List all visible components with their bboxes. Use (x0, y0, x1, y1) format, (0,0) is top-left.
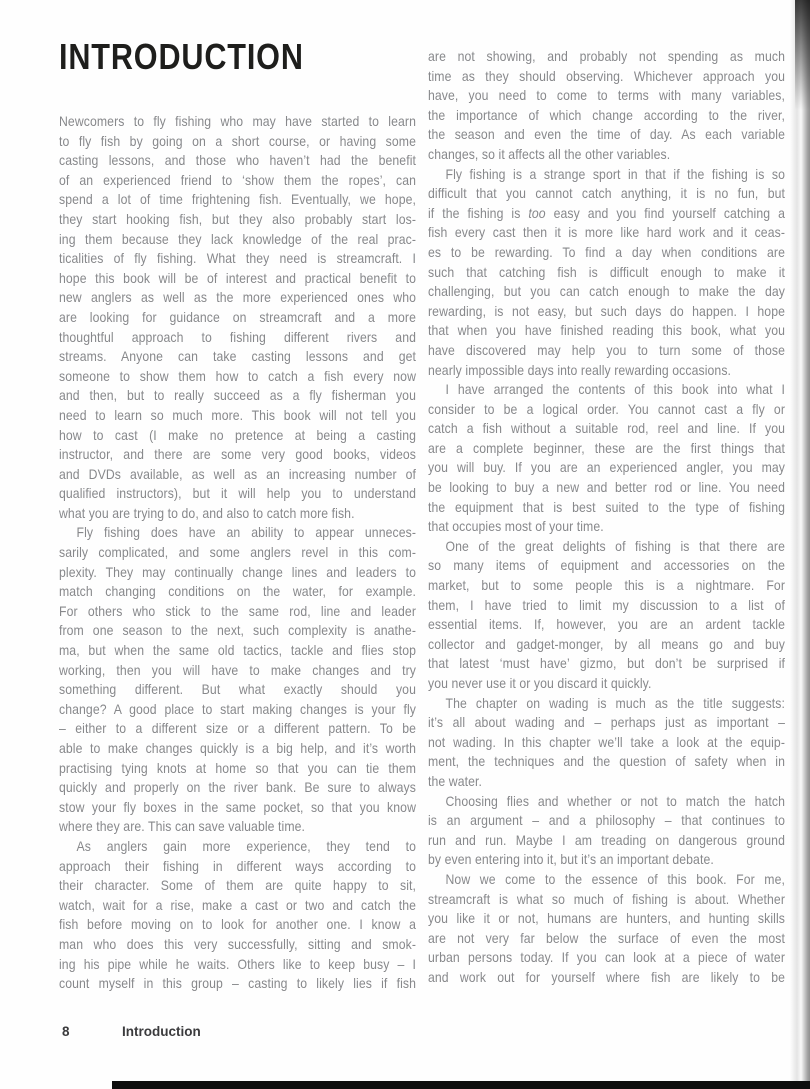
text-line: is an argument – and a philosophy – that continues to (428, 812, 785, 829)
text-line: such that catching fish is difficult enough to make it (428, 263, 785, 280)
chapter-name: Introduction (122, 1024, 201, 1039)
text-line: are not very far below the surface of even the most (428, 929, 785, 946)
text-line: you like it or not, humans are hunters, and hunting skills (428, 910, 785, 927)
text-line: rewarding, is not easy, but such days do happen. I hope (428, 302, 785, 319)
text-line: new anglers as well as the more experienced ones who (59, 289, 416, 306)
text-line: so many items of equipment and accessories on the (428, 557, 785, 574)
text-line: As anglers gain more experience, they tend to (76, 837, 416, 854)
text-line (428, 204, 785, 224)
text-run: easy and you find yourself catching a (545, 204, 785, 221)
text-line: approach their fishing in different ways according to (59, 857, 416, 874)
text-line: and work out for yourself where fish are likely to be (428, 968, 785, 985)
page-number: 8 (62, 1024, 70, 1039)
text-line: to fly fish by going on a short course, or having some (59, 132, 416, 149)
text-line: instructor, and there are some very good books, videos (59, 446, 416, 463)
text-line: have discovered may help you to turn some of those (428, 341, 785, 358)
text-line: the water. (428, 772, 482, 789)
text-line: match changing conditions on the water, for example. (59, 583, 416, 600)
text-line: – either to a different size or a different pattern. To be (59, 720, 416, 737)
text-line: urban persons today. If you can look at a piece of water (428, 949, 785, 966)
text-line: you never use it or you discard it quickly. (428, 675, 652, 691)
text-line: sarily complicated, and some anglers revel in this com- (59, 544, 416, 561)
text-line: their character. Some of them are quite happy to sit, (59, 877, 416, 894)
text-line: nearly impossible days into really rewarding occasions. (428, 361, 732, 378)
italic-text: too (528, 204, 546, 221)
text-line: Choosing flies and whether or not to match the hatch (445, 792, 785, 809)
text-line: stow your fly boxes in the same pocket, so that you know (59, 798, 416, 815)
text-line: by even entering into it, but it’s an important debate. (428, 851, 714, 868)
text-line: essential items. If, however, you are an ardent tackle (428, 616, 785, 633)
text-line: that latest ‘must have’ gizmo, but don’t be surprised if (428, 655, 785, 672)
text-line: they start hooking fish, but they also probably start los- (59, 210, 416, 227)
text-line: difficult that you cannot catch anything, it is no fun, but (428, 185, 785, 202)
text-line: practising tying knots at home so that you can tie them (59, 759, 416, 776)
text-line: something different. But what exactly should you (59, 681, 416, 698)
text-line: One of the great delights of fishing is that there are (445, 537, 785, 554)
text-line: streams. Anyone can take casting lessons and get (59, 348, 416, 365)
text-line: the equipment that is best suited to the type of fishing (428, 498, 785, 515)
text-line: that when you have finished reading this book, what you (428, 322, 785, 339)
text-line: changes, so it affects all the other variables. (428, 145, 671, 162)
text-line: time as they should observing. Whichever approach you (428, 67, 785, 84)
text-line: fish before moving on to look for another one. I know a (59, 916, 416, 933)
text-line: Newcomers to fly fishing who may have started to learn (59, 113, 416, 129)
text-line: watch, wait for a rise, make a cast or two and catch the (59, 896, 416, 913)
text-line: fish every cast then it is more like hard work and it ceas- (428, 224, 785, 241)
text-line: count myself in this group – casting to likely lies if fish (59, 975, 416, 992)
text-line: the season and even the time of day. As each variable (428, 126, 785, 143)
text-line: collector and gadget-monger, by all means go and buy (428, 635, 785, 652)
text-line: hope this book will be of interest and practical benefit to (59, 269, 416, 286)
text-line: run and run. Maybe I am treading on dangerous ground (428, 831, 785, 848)
text-line: the importance of which change according to the river, (428, 106, 785, 123)
scan-bottom-bar (112, 1081, 810, 1089)
text-line: market, but to some people this is a nightmare. For (428, 577, 785, 594)
text-line: ing his pipe while he waits. Others like to keep busy – I (59, 955, 416, 972)
left-column (59, 112, 416, 994)
right-column (428, 47, 785, 988)
text-line: The chapter on wading is much as the title suggests: (445, 694, 785, 711)
text-line: them, I have tried to limit my discussion to a list of (428, 596, 785, 613)
text-line: ment, the techniques and the question of safety when in (428, 753, 785, 770)
text-line: plexity. They may continually change lines and leaders to (59, 563, 416, 580)
text-line: able to make changes quickly is a big help, and it’s worth (59, 740, 416, 756)
text-line: catch a fish without a suitable rod, reel and line. If you (428, 420, 785, 437)
text-line: ing them because they lack knowledge of the real prac- (59, 230, 416, 247)
text-line: ma, but when the same old tactics, tackle and flies stop (59, 642, 416, 659)
text-run: if the fishing is (428, 204, 529, 221)
text-line: of an experienced friend to ‘show them the ropes’, can (59, 171, 416, 188)
text-line: from one season to the next, such complexity is anathe- (59, 622, 416, 639)
text-line: not wading. In this chapter we’ll take a look at the equip- (428, 733, 785, 750)
text-line: be looking to buy a new and better rod or line. You need (428, 479, 785, 496)
text-line: someone to show them how to catch a fish every now (59, 367, 416, 384)
text-line: Fly fishing does have an ability to appear unneces- (76, 524, 416, 541)
text-line: change? A good place to start making changes is your fly (59, 700, 416, 717)
text-line: challenging, but you can catch enough to make the day (428, 283, 785, 300)
text-line: where they are. This can save valuable time. (59, 818, 306, 835)
text-line: what you are trying to do, and also to catch more fish. (59, 504, 355, 521)
text-line: working, then you will have to make changes and try (59, 661, 416, 678)
text-line: thoughtful approach to fishing different rivers and (59, 328, 416, 345)
text-line: spend a lot of time frightening fish. Eventually, we hope, (59, 191, 416, 208)
text-line: how to cast (I make no pretence at being a casting (59, 426, 416, 443)
text-line: need to learn so much more. This book will not tell you (59, 406, 416, 423)
text-line: that occupies most of your time. (428, 518, 604, 535)
text-line: Now we come to the essence of this book. For me, (445, 870, 785, 887)
text-line: qualified instructors), but it will help you to understand (59, 485, 416, 502)
text-line: casting lessons, and those who haven’t had the benefit (59, 152, 416, 169)
text-line: it’s all about wading and – perhaps just as important – (428, 714, 785, 731)
page-title: INTRODUCTION (59, 36, 304, 77)
text-line: and then, but to really succeed as a fly fisherman you (59, 387, 416, 404)
text-line: you will buy. If you are an experienced angler, you may (428, 459, 785, 476)
text-line: es to be rewarding. To find a day when conditions are (428, 243, 785, 260)
text-line: ticalities of fly fishing. What they need is streamcraft. I (59, 250, 416, 267)
text-line: I have arranged the contents of this book into what I (445, 381, 785, 398)
text-line: streamcraft is what so much of fishing is about. Whether (428, 890, 785, 907)
book-edge-shadow-top (795, 0, 810, 110)
text-line: are looking for guidance on streamcraft and a more (59, 308, 416, 325)
text-line: quickly and properly on the river bank. Be sure to always (59, 779, 416, 796)
text-line: Fly fishing is a strange sport in that if the fishing is so (445, 165, 785, 182)
text-line: have, you need to come to terms with many variables, (428, 87, 785, 104)
book-edge-shadow (790, 0, 810, 1089)
text-line: man who does this very successfully, sitting and smok- (59, 935, 416, 952)
text-line: and DVDs available, as well as an increasing number of (59, 465, 416, 482)
text-line: For others who stick to the same rod, line and leader (59, 602, 416, 619)
text-line: are a complete beginner, these are the first things that (428, 439, 785, 456)
text-line: consider to be a logical order. You cannot cast a fly or (428, 400, 785, 417)
text-line: are not showing, and probably not spending as much (428, 48, 785, 64)
